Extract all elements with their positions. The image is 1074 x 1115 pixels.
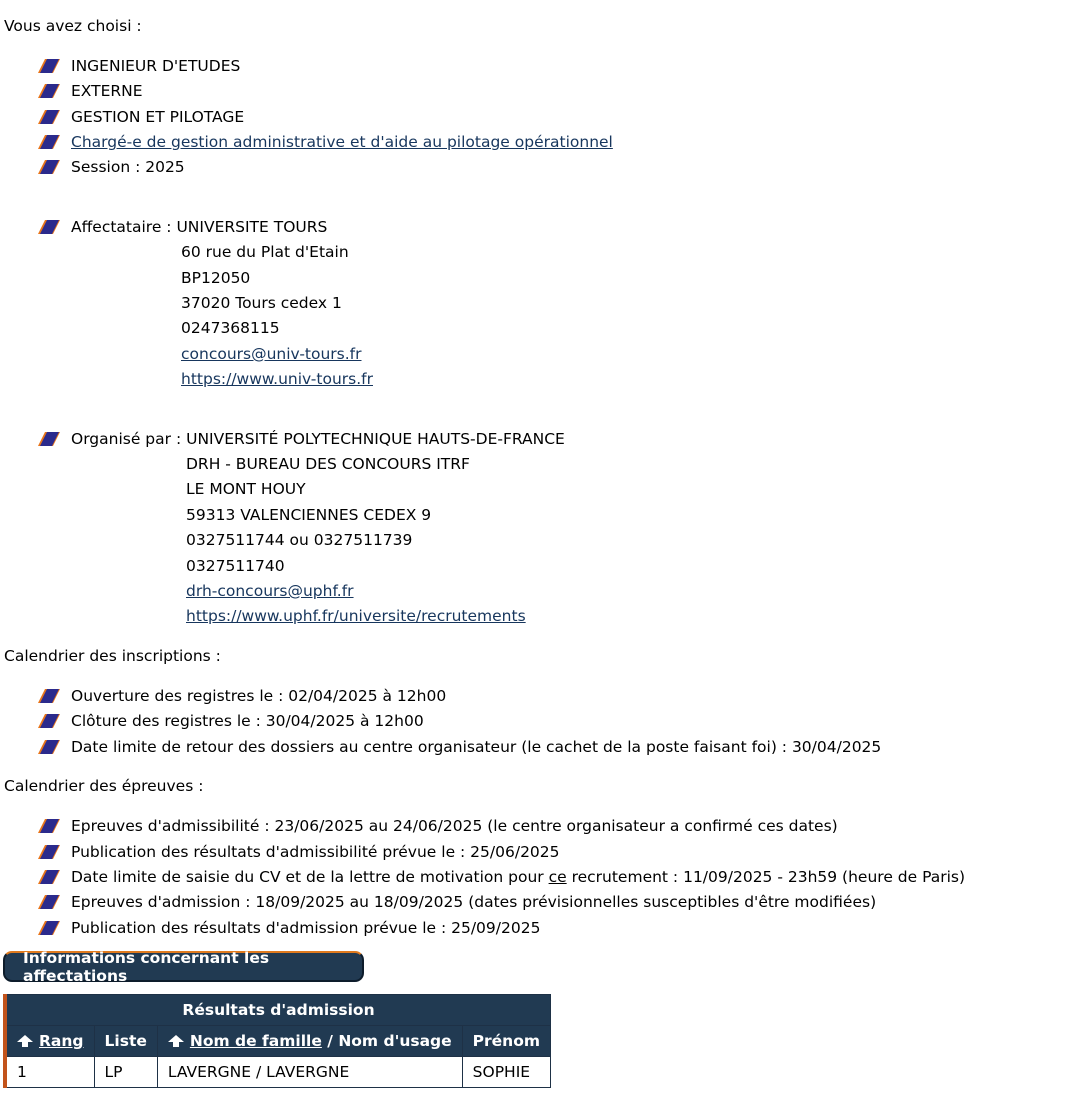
organisateur-email-line xyxy=(186,581,354,601)
affectataire-name: UNIVERSITE TOURS xyxy=(176,218,328,236)
inscription-item-text: Date limite de retour des dossiers au centre organisateur (le cachet de la poste faisant foi) : 30/04/2025 xyxy=(71,738,882,756)
choice-bap-text: GESTION ET PILOTAGE xyxy=(71,108,245,126)
organisateur-website-link[interactable]: https://www.uphf.fr/universite/recrutements xyxy=(186,607,526,625)
inscriptions-heading: Calendrier des inscriptions : xyxy=(4,647,221,665)
organisateur-phone: 0327511740 xyxy=(186,557,285,575)
sort-rang-link[interactable]: Rang xyxy=(39,1032,84,1050)
bullet-icon xyxy=(38,818,60,834)
sort-up-icon[interactable] xyxy=(168,1035,184,1047)
col-nom-usage-label: / Nom d'usage xyxy=(321,1032,452,1050)
intro-heading: Vous avez choisi : xyxy=(4,17,142,35)
epreuve-item xyxy=(38,892,876,912)
choice-bap xyxy=(38,107,244,127)
epreuves-heading: Calendrier des épreuves : xyxy=(4,777,204,795)
inscription-item xyxy=(38,686,446,706)
bullet-icon xyxy=(38,109,60,125)
organisateur-email-link[interactable]: drh-concours@uphf.fr xyxy=(186,582,354,600)
affectataire-email-line xyxy=(181,344,362,364)
cv-text-before: Date limite de saisie du CV et de la lettre de motivation pour xyxy=(71,868,549,886)
epreuve-item xyxy=(38,816,838,836)
bullet-icon xyxy=(38,894,60,910)
organisateur-item xyxy=(38,429,565,449)
epreuve-item-text: Epreuves d'admission : 18/09/2025 au 18/09/2025 (dates prévisionnelles susceptibles d'être modifiées) xyxy=(71,893,877,911)
epreuve-item-text: Publication des résultats d'admissibilité prévue le : 25/06/2025 xyxy=(71,843,560,861)
choice-type xyxy=(38,81,143,101)
organisateur-phone: 0327511744 ou 0327511739 xyxy=(186,531,413,549)
bullet-icon xyxy=(38,739,60,755)
inscription-item xyxy=(38,737,881,757)
bullet-icon xyxy=(38,159,60,175)
cv-deadline-text xyxy=(71,867,965,887)
organisateur-website-line xyxy=(186,606,526,626)
affectations-info-button[interactable]: Informations concernant les affectations xyxy=(3,951,364,982)
affectataire-email-link[interactable]: concours@univ-tours.fr xyxy=(181,345,362,363)
col-liste-header: Liste xyxy=(94,1026,157,1057)
bullet-icon xyxy=(38,219,60,235)
choice-corps xyxy=(38,56,240,76)
session-text: Session : 2025 xyxy=(71,158,185,176)
affectataire-label: Affectataire : xyxy=(71,218,177,236)
organisateur-label: Organisé par : xyxy=(71,430,187,448)
cv-text-emph: ce xyxy=(548,868,567,886)
bullet-icon xyxy=(38,844,60,860)
epreuve-item-text: Publication des résultats d'admission prévue le : 25/09/2025 xyxy=(71,919,541,937)
epreuve-item xyxy=(38,918,540,938)
affectataire-phone: 0247368115 xyxy=(181,319,280,337)
table-row xyxy=(5,1057,551,1088)
inscription-item-text: Ouverture des registres le : 02/04/2025 à 12h00 xyxy=(71,687,447,705)
choice-type-text: EXTERNE xyxy=(71,82,143,100)
organisateur-address-line: DRH - BUREAU DES CONCOURS ITRF xyxy=(186,455,470,473)
results-caption: Résultats d'admission xyxy=(5,995,551,1026)
affectataire-address-line: BP12050 xyxy=(181,269,251,287)
sort-nom-link[interactable]: Nom de famille xyxy=(189,1032,322,1050)
bullet-icon xyxy=(38,58,60,74)
epreuve-item-text: Epreuves d'admissibilité : 23/06/2025 au 24/06/2025 (le centre organisateur a confirmé ces dates) xyxy=(71,817,838,835)
inscription-item-text: Clôture des registres le : 30/04/2025 à 12h00 xyxy=(71,712,424,730)
cell-nom: LAVERGNE / LAVERGNE xyxy=(157,1057,462,1088)
bullet-icon xyxy=(38,713,60,729)
organisateur-address-line: LE MONT HOUY xyxy=(186,480,306,498)
epreuve-item xyxy=(38,842,560,862)
choice-session xyxy=(38,157,185,177)
bullet-icon xyxy=(38,688,60,704)
organisateur-address-line: 59313 VALENCIENNES CEDEX 9 xyxy=(186,506,432,524)
bullet-icon xyxy=(38,431,60,447)
emploi-type-link[interactable]: Chargé-e de gestion administrative et d'aide au pilotage opérationnel xyxy=(71,133,613,151)
cell-rang: 1 xyxy=(5,1057,94,1088)
choice-emploi xyxy=(38,132,613,152)
affectataire-website-link[interactable]: https://www.univ-tours.fr xyxy=(181,370,373,388)
col-prenom-header: Prénom xyxy=(462,1026,550,1057)
bullet-icon xyxy=(38,83,60,99)
col-rang-header xyxy=(5,1026,94,1057)
bullet-icon xyxy=(38,134,60,150)
choice-corps-text: INGENIEUR D'ETUDES xyxy=(71,57,241,75)
sort-up-icon[interactable] xyxy=(17,1035,33,1047)
organisateur-name: UNIVERSITÉ POLYTECHNIQUE HAUTS-DE-FRANCE xyxy=(186,430,565,448)
cell-liste: LP xyxy=(94,1057,157,1088)
bullet-icon xyxy=(38,920,60,936)
affectataire-address-line: 60 rue du Plat d'Etain xyxy=(181,243,349,261)
bullet-icon xyxy=(38,869,60,885)
affectataire-website-line xyxy=(181,369,373,389)
cell-prenom: SOPHIE xyxy=(462,1057,550,1088)
inscription-item xyxy=(38,711,424,731)
epreuve-item-cv xyxy=(38,867,965,887)
results-table xyxy=(3,994,551,1088)
col-nom-header xyxy=(157,1026,462,1057)
affectataire-item xyxy=(38,217,327,237)
cv-text-after: recrutement : 11/09/2025 - 23h59 (heure de Paris) xyxy=(566,868,966,886)
affectataire-address-line: 37020 Tours cedex 1 xyxy=(181,294,342,312)
